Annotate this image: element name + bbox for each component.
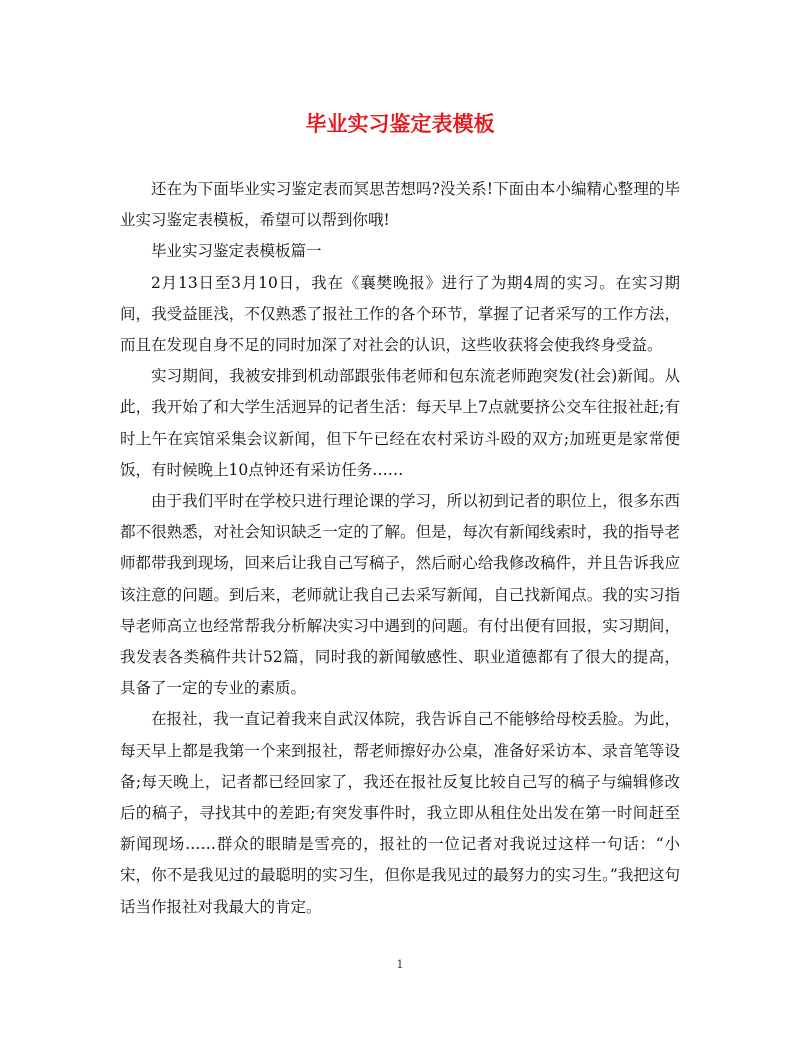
body-paragraph: 在报社，我一直记着我来自武汉体院，我告诉自己不能够给母校丢脸。为此，每天早上都是我第一个来到报社，帮老师擦好办公桌，准备好采访本、录音笔等设备;每天晚上，记者都已经回家了，我还在报社反复比较自己写的稿子与编辑修改后的稿子，寻找其中的差距;有突发事件时，我立即从租住处出发在第一时间赶至新闻现场……群众的眼睛是雪亮的，报社的一位记者对我说过这样一句话：“小宋，你不是我见过的最聪明的实习生，但你是我见过的最努力的实习生。”我把这句话当作报社对我最大的肯定。 [120,710,680,916]
document-body [120,174,680,923]
body-paragraph: 2月13日至3月10日，我在《襄樊晚报》进行了为期4周的实习。在实习期间，我受益匪浅，不仅熟悉了报社工作的各个环节，掌握了记者采写的工作方法，而且在发现自身不足的同时加深了对社会的认识，这些收获将会使我终身受益。 [120,273,680,355]
document-title: 毕业实习鉴定表模板 [305,111,495,136]
intro-paragraph: 还在为下面毕业实习鉴定表而冥思苦想吗?没关系!下面由本小编精心整理的毕业实习鉴定表模板，希望可以帮到你哦! [120,180,680,230]
page-number: 1 [396,958,404,971]
body-paragraph: 实习期间，我被安排到机动部跟张伟老师和包东流老师跑突发(社会)新闻。从此，我开始了和大学生活迥异的记者生活：每天早上7点就要挤公交车往报社赶;有时上午在宾馆采集会议新闻，但下午已经在农村采访斗殴的双方;加班更是家常便饭，有时候晚上10点钟还有采访任务…… [120,367,680,479]
body-paragraph: 由于我们平时在学校只进行理论课的学习，所以初到记者的职位上，很多东西都不很熟悉，对社会知识缺乏一定的了解。但是，每次有新闻线索时，我的指导老师都带我到现场，回来后让我自己写稿子，然后耐心给我修改稿件，并且告诉我应该注意的问题。到后来，老师就让我自己去采写新闻，自己找新闻点。我的实习指导老师高立也经常帮我分析解决实习中遇到的问题。有付出便有回报，实习期间，我发表各类稿件共计52篇，同时我的新闻敏感性、职业道德都有了很大的提高，具备了一定的专业的素质。 [120,492,680,698]
section-heading: 毕业实习鉴定表模板篇一 [151,242,322,261]
